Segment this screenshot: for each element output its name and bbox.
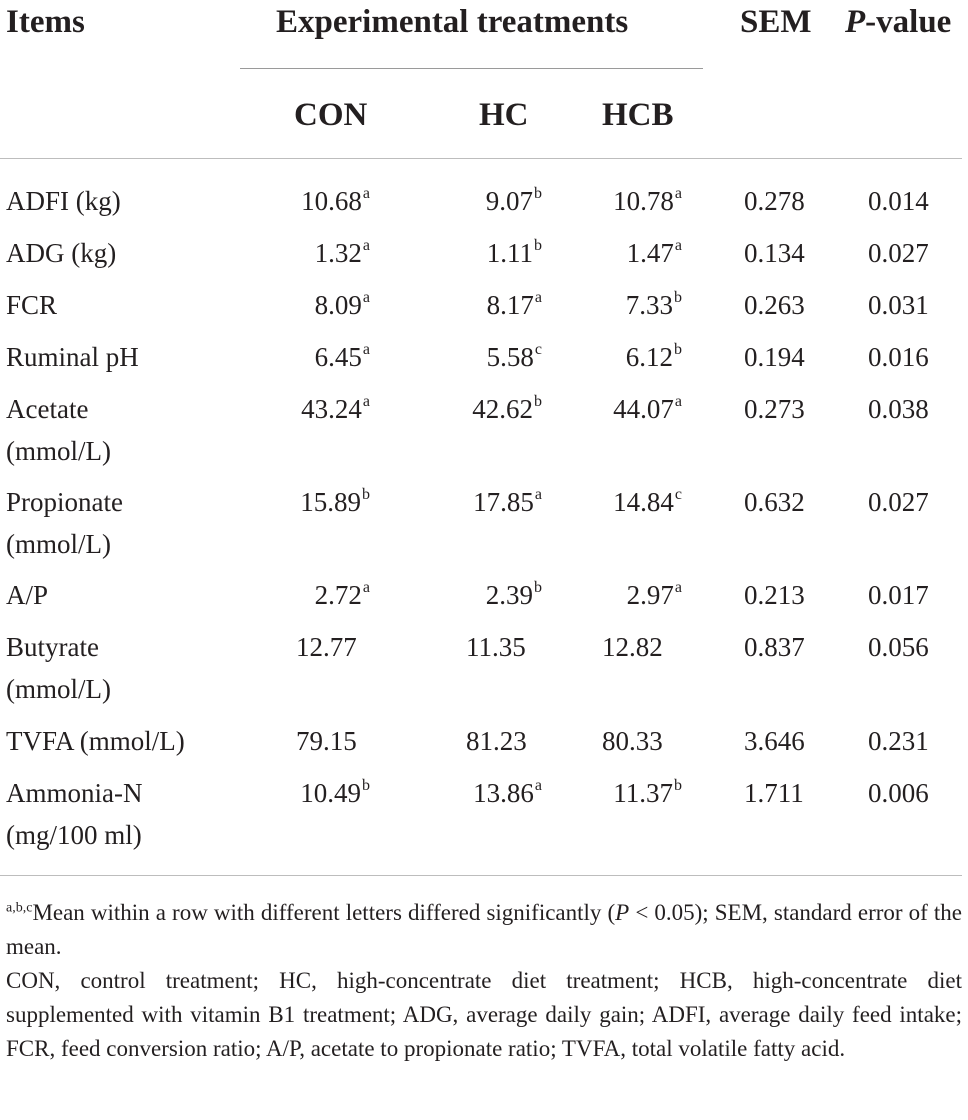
row-label: (mmol/L) — [6, 674, 111, 704]
cell-sem: 3.646 — [744, 726, 805, 756]
header-items: Items — [6, 4, 85, 40]
cell-sem: 0.837 — [744, 632, 805, 662]
cell-hc — [420, 481, 542, 523]
cell-superscript: a — [534, 777, 542, 794]
cell-value: 6.45 — [314, 342, 362, 372]
cell-superscript: b — [534, 237, 542, 254]
cell-superscript: b — [534, 393, 542, 410]
table-bottom-rule — [0, 875, 962, 876]
header-hc: HC — [479, 97, 529, 133]
cell-con — [240, 336, 370, 378]
p-italic: P — [845, 4, 866, 40]
cell-con — [240, 574, 370, 616]
cell-value: 8.17 — [486, 290, 534, 320]
cell-con — [296, 626, 358, 668]
cell-hc — [420, 772, 542, 814]
cell-p-value: 0.017 — [868, 580, 929, 610]
cell-sem: 0.263 — [744, 290, 805, 320]
cell-sem: 0.213 — [744, 580, 805, 610]
cell-p-value: 0.038 — [868, 394, 929, 424]
row-label: Ruminal pH — [6, 342, 139, 372]
footnote-abbreviations: CON, control treatment; HC, high-concentrate diet treatment; HCB, high-concentrate diet supplemented with vitamin B1 treatment; ADG, average daily gain; ADFI, average daily feed intake; FCR, feed conversion ratio; A/P, acetate to propionate ratio; TVFA, total volatile fatty acid. — [6, 968, 962, 1061]
cell-p-value: 0.031 — [868, 290, 929, 320]
row-label: Butyrate — [6, 632, 99, 662]
cell-value: 42.62 — [472, 394, 533, 424]
cell-p-value: 0.056 — [868, 632, 929, 662]
cell-hcb — [560, 772, 682, 814]
cell-sem: 0.194 — [744, 342, 805, 372]
cell-value: 81.23 — [466, 726, 527, 756]
cell-value: 2.39 — [485, 580, 533, 610]
cell-value: 9.07 — [485, 186, 533, 216]
cell-value: 10.49 — [300, 778, 361, 808]
cell-superscript: a — [674, 579, 682, 596]
cell-value: 7.33 — [625, 290, 673, 320]
cell-value: 10.78 — [613, 186, 674, 216]
cell-superscript: a — [674, 185, 682, 202]
cell-superscript: a — [674, 393, 682, 410]
cell-superscript: b — [674, 289, 682, 306]
cell-superscript: c — [534, 341, 542, 358]
cell-hcb — [560, 180, 682, 222]
row-label: Acetate — [6, 394, 89, 424]
cell-sem: 1.711 — [744, 778, 804, 808]
cell-superscript: a — [362, 237, 370, 254]
cell-sem: 0.134 — [744, 238, 805, 268]
cell-p-value: 0.006 — [868, 778, 929, 808]
cell-value: 11.37 — [613, 778, 673, 808]
cell-value: 12.82 — [602, 632, 663, 662]
cell-hc — [420, 574, 542, 616]
cell-hc — [420, 388, 542, 430]
cell-superscript: a — [674, 237, 682, 254]
cell-value: 80.33 — [602, 726, 663, 756]
cell-value: 43.24 — [301, 394, 362, 424]
cell-superscript: a — [534, 486, 542, 503]
cell-hc — [420, 232, 542, 274]
cell-value: 13.86 — [473, 778, 534, 808]
footnote-significance: $^{a,b,c}$Mean within a row with different letters differed significantly (P < 0.05); SEM, standard error of the mean. — [6, 900, 962, 959]
header-sem: SEM — [740, 4, 812, 40]
cell-value: 6.12 — [625, 342, 673, 372]
header-hcb: HCB — [602, 97, 674, 133]
cell-hcb — [560, 574, 682, 616]
cell-superscript: c — [674, 486, 682, 503]
footnote-sup: a,b,c — [6, 900, 33, 916]
cell-con — [240, 232, 370, 274]
cell-value: 17.85 — [473, 487, 534, 517]
cell-superscript: b — [674, 777, 682, 794]
row-label: TVFA (mmol/L) — [6, 726, 185, 756]
cell-superscript: a — [362, 341, 370, 358]
cell-p-value: 0.231 — [868, 726, 929, 756]
cell-sem: 0.273 — [744, 394, 805, 424]
cell-value: 5.58 — [486, 342, 534, 372]
cell-superscript: a — [362, 579, 370, 596]
header-p-value — [845, 2, 951, 42]
cell-superscript: b — [362, 486, 370, 503]
header-subrule — [240, 68, 703, 69]
cell-p-value: 0.027 — [868, 238, 929, 268]
cell-superscript: a — [362, 393, 370, 410]
cell-superscript: a — [534, 289, 542, 306]
cell-hc — [420, 336, 542, 378]
row-label: (mmol/L) — [6, 436, 111, 466]
header-experimental-treatments: Experimental treatments — [276, 4, 629, 40]
cell-con — [240, 481, 370, 523]
cell-superscript: b — [674, 341, 682, 358]
cell-p-value: 0.016 — [868, 342, 929, 372]
row-label: (mg/100 ml) — [6, 820, 142, 850]
cell-value: 12.77 — [296, 632, 357, 662]
cell-value: 11.35 — [466, 632, 526, 662]
cell-sem: 0.278 — [744, 186, 805, 216]
cell-value: 79.15 — [296, 726, 357, 756]
cell-p-value: 0.027 — [868, 487, 929, 517]
header-con: CON — [294, 97, 368, 133]
cell-superscript: b — [362, 777, 370, 794]
row-label: FCR — [6, 290, 58, 320]
header-bottom-rule — [0, 158, 962, 159]
cell-value: 10.68 — [301, 186, 362, 216]
cell-superscript: b — [534, 579, 542, 596]
cell-value: 1.32 — [314, 238, 362, 268]
row-label: ADG (kg) — [6, 238, 117, 268]
cell-sem: 0.632 — [744, 487, 805, 517]
cell-value: 44.07 — [613, 394, 674, 424]
cell-hcb — [602, 626, 664, 668]
cell-hcb — [560, 232, 682, 274]
cell-value: 8.09 — [314, 290, 362, 320]
cell-hcb — [560, 336, 682, 378]
cell-con — [296, 720, 358, 762]
cell-value: 1.47 — [626, 238, 674, 268]
cell-hc — [466, 626, 527, 668]
cell-con — [240, 180, 370, 222]
cell-p-value: 0.014 — [868, 186, 929, 216]
row-label: Ammonia-N — [6, 778, 143, 808]
cell-con — [240, 388, 370, 430]
cell-con — [240, 284, 370, 326]
cell-superscript: a — [362, 185, 370, 202]
cell-hc — [420, 180, 542, 222]
cell-hc — [466, 720, 528, 762]
cell-hc — [420, 284, 542, 326]
row-label: (mmol/L) — [6, 529, 111, 559]
cell-value: 2.72 — [314, 580, 362, 610]
cell-hcb — [560, 388, 682, 430]
cell-value: 14.84 — [613, 487, 674, 517]
cell-superscript: b — [534, 185, 542, 202]
row-label: A/P — [6, 580, 49, 610]
row-label: ADFI (kg) — [6, 186, 121, 216]
cell-hcb — [560, 284, 682, 326]
p-rest: -value — [865, 4, 952, 40]
cell-hcb — [560, 481, 682, 523]
cell-value: 1.11 — [486, 238, 533, 268]
row-label: Propionate — [6, 487, 123, 517]
cell-con — [240, 772, 370, 814]
cell-value: 2.97 — [626, 580, 674, 610]
cell-value: 15.89 — [300, 487, 361, 517]
cell-superscript: a — [362, 289, 370, 306]
cell-hcb — [602, 720, 664, 762]
